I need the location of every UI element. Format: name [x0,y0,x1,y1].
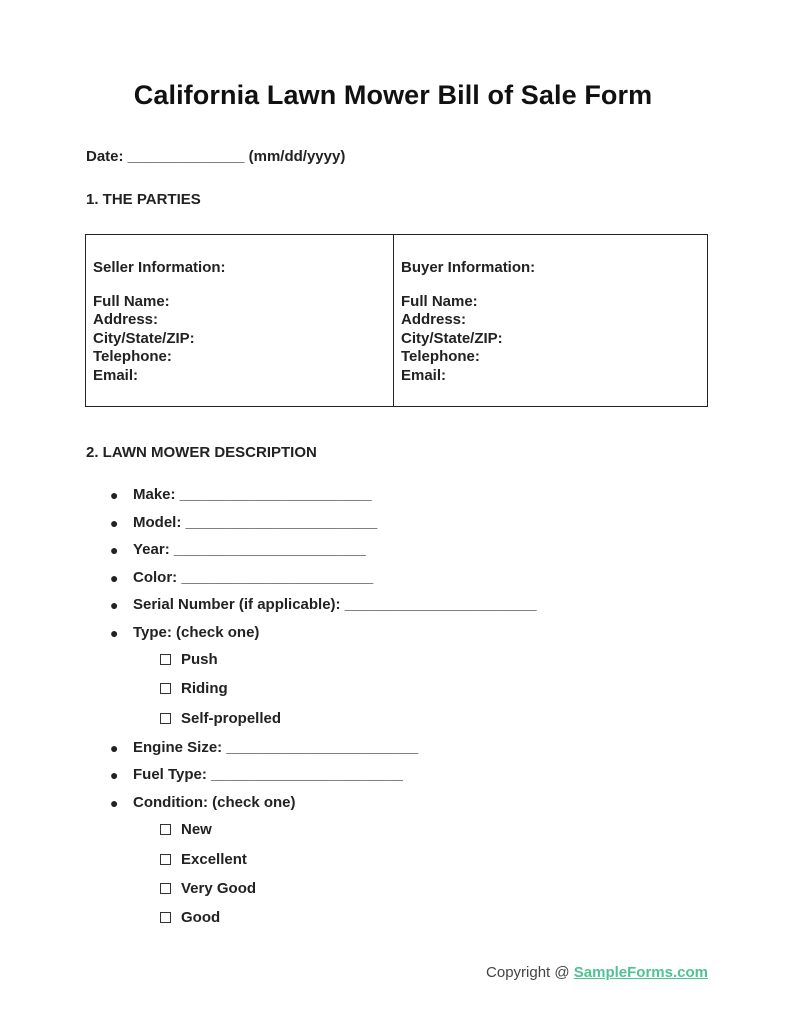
seller-heading: Seller Information: [93,259,226,276]
checkbox-icon[interactable] [160,912,171,923]
bullet-icon: ● [110,514,119,531]
page-title: California Lawn Mower Bill of Sale Form [133,80,653,110]
bullet-icon: ● [110,624,119,641]
type-option-riding [108,680,708,709]
type-option-label: Riding [181,680,228,698]
seller-city-state-zip-label: City/State/ZIP: [93,329,195,347]
buyer-city-state-zip-label: City/State/ZIP: [401,329,503,347]
type-label: Type: (check one) [133,623,260,641]
parties-table [85,234,708,407]
buyer-email-label: Email: [401,366,447,384]
buyer-address-label: Address: [401,311,467,329]
list-item-fuel [108,766,708,794]
checkbox-icon[interactable] [160,683,171,694]
color-line: Color: _______________________ [133,568,374,586]
condition-option-label: Very Good [181,879,257,897]
seller-email-label: Email: [93,366,139,384]
bullet-icon: ● [110,767,119,784]
seller-address-label: Address: [93,311,159,329]
date-line: Date: ______________ (mm/dd/yyyy) [86,148,346,165]
condition-option-label: Good [181,909,221,927]
condition-option-very-good [108,880,708,909]
buyer-telephone-label: Telephone: [401,348,480,366]
bullet-icon: ● [110,487,119,503]
list-item-serial [108,596,708,624]
copyright-footer [486,964,708,981]
list-item-model [108,514,708,542]
seller-full-name-label: Full Name: [93,293,170,310]
buyer-column [394,235,707,406]
condition-option-good [108,909,708,938]
condition-option-new [108,821,708,850]
bullet-icon: ● [110,542,119,558]
fuel-line: Fuel Type: _______________________ [133,766,403,784]
type-option-push [108,651,708,680]
buyer-heading: Buyer Information: [401,259,536,276]
type-option-label: Self-propelled [181,709,282,727]
description-list [108,486,708,939]
list-item-engine [108,739,708,767]
serial-line: Serial Number (if applicable): _______________________ [133,596,537,613]
year-line: Year: _______________________ [133,541,366,558]
checkbox-icon[interactable] [160,713,171,724]
checkbox-icon[interactable] [160,824,171,835]
bullet-icon: ● [110,739,119,756]
engine-line: Engine Size: _______________________ [133,738,419,756]
condition-option-label: New [181,821,212,839]
condition-label: Condition: (check one) [133,793,296,811]
list-item-year [108,541,708,569]
list-item-condition [108,794,708,822]
brand-link[interactable]: SampleForms.com [573,964,708,981]
buyer-full-name-label: Full Name: [401,293,478,310]
list-item-type [108,624,708,652]
seller-column [86,235,394,406]
condition-option-excellent [108,851,708,880]
section-description-heading: 2. LAWN MOWER DESCRIPTION [86,444,317,461]
copyright-prefix: Copyright @ [486,964,574,981]
list-item-color [108,569,708,597]
model-line: Model: _______________________ [133,513,378,531]
checkbox-icon[interactable] [160,883,171,894]
bullet-icon: ● [110,794,119,811]
checkbox-icon[interactable] [160,654,171,665]
section-parties-heading: 1. THE PARTIES [86,191,201,208]
bullet-icon: ● [110,569,119,586]
type-option-self-propelled [108,710,708,739]
make-line: Make: _______________________ [133,486,372,503]
condition-option-label: Excellent [181,850,247,868]
seller-telephone-label: Telephone: [93,348,172,366]
bullet-icon: ● [110,597,119,613]
checkbox-icon[interactable] [160,854,171,865]
type-option-label: Push [181,651,218,668]
list-item-make [108,486,708,514]
